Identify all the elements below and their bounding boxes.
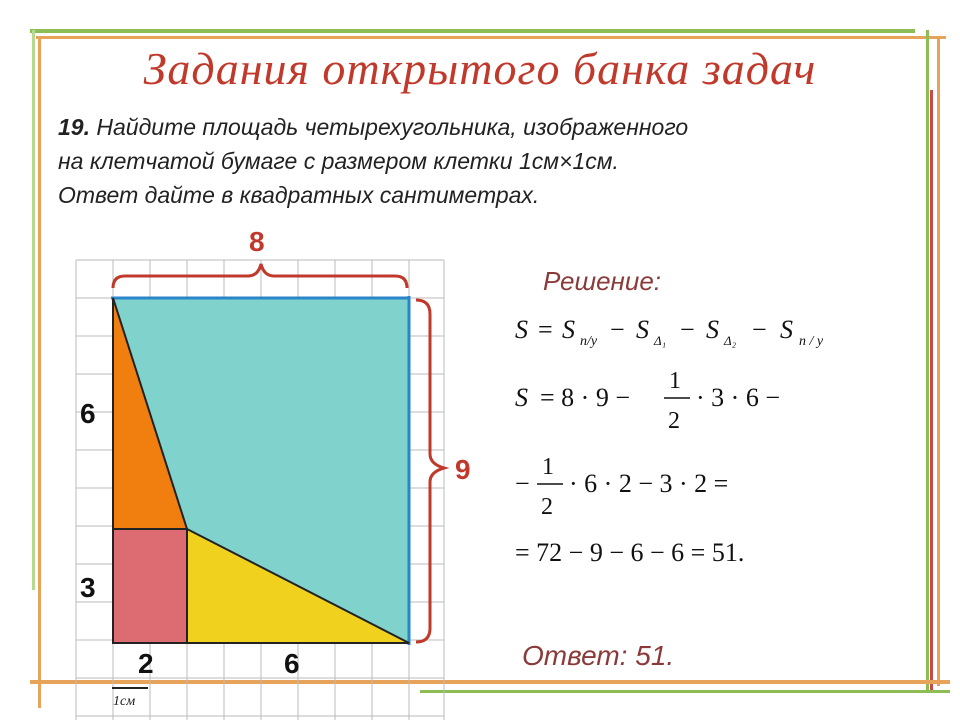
svg-text:= 8 · 9 −: = 8 · 9 − <box>540 383 630 412</box>
problem-line-3: Ответ дайте в квадратных сантиметрах. <box>58 182 540 208</box>
label-left-3: 3 <box>80 572 96 603</box>
formula-line-1 <box>515 315 824 349</box>
solution-heading: Решение: <box>543 266 662 296</box>
svg-text:п/у: п/у <box>580 334 598 349</box>
svg-text:2: 2 <box>668 408 680 434</box>
svg-text:Δ₁: Δ₁ <box>654 333 667 348</box>
svg-text:п / у: п / у <box>799 334 824 349</box>
label-height-9: 9 <box>455 454 471 485</box>
answer-text: Ответ: 51. <box>522 640 675 671</box>
svg-text:S: S <box>515 383 528 412</box>
problem-line-2: на клетчатой бумаге с размером клетки 1см×1см. <box>58 148 619 174</box>
svg-text:S: S <box>515 315 528 344</box>
svg-text:−: − <box>610 315 625 344</box>
svg-text:S: S <box>636 315 649 344</box>
svg-text:= 72 − 9 − 6 − 6 = 51.: = 72 − 9 − 6 − 6 = 51. <box>515 538 745 567</box>
label-width-8: 8 <box>249 226 265 257</box>
formula-line-3 <box>515 454 728 520</box>
svg-text:=: = <box>538 315 553 344</box>
svg-text:1: 1 <box>669 368 681 394</box>
unit-label: 1см <box>113 694 136 709</box>
svg-text:S: S <box>780 315 793 344</box>
svg-text:1: 1 <box>542 454 554 480</box>
label-bottom-2: 2 <box>138 648 154 679</box>
label-bottom-6: 6 <box>284 648 300 679</box>
label-left-6: 6 <box>80 398 96 429</box>
svg-text:· 6 · 2 − 3 · 2 =: · 6 · 2 − 3 · 2 = <box>569 469 729 498</box>
svg-text:−: − <box>680 315 695 344</box>
svg-text:−: − <box>752 315 767 344</box>
svg-text:S: S <box>562 315 575 344</box>
svg-text:−: − <box>515 469 530 498</box>
formula-line-4 <box>515 538 744 567</box>
svg-text:S: S <box>706 315 719 344</box>
slide-title: Задания открытого банка задач <box>143 43 817 94</box>
problem-number: 19. <box>58 114 90 140</box>
formula-line-2 <box>515 368 780 434</box>
svg-text:2: 2 <box>541 494 553 520</box>
problem-line-1: Найдите площадь четырехугольника, изображенного <box>96 114 689 140</box>
svg-text:· 3 · 6 −: · 3 · 6 − <box>696 383 780 412</box>
svg-text:Δ₂: Δ₂ <box>724 333 737 348</box>
